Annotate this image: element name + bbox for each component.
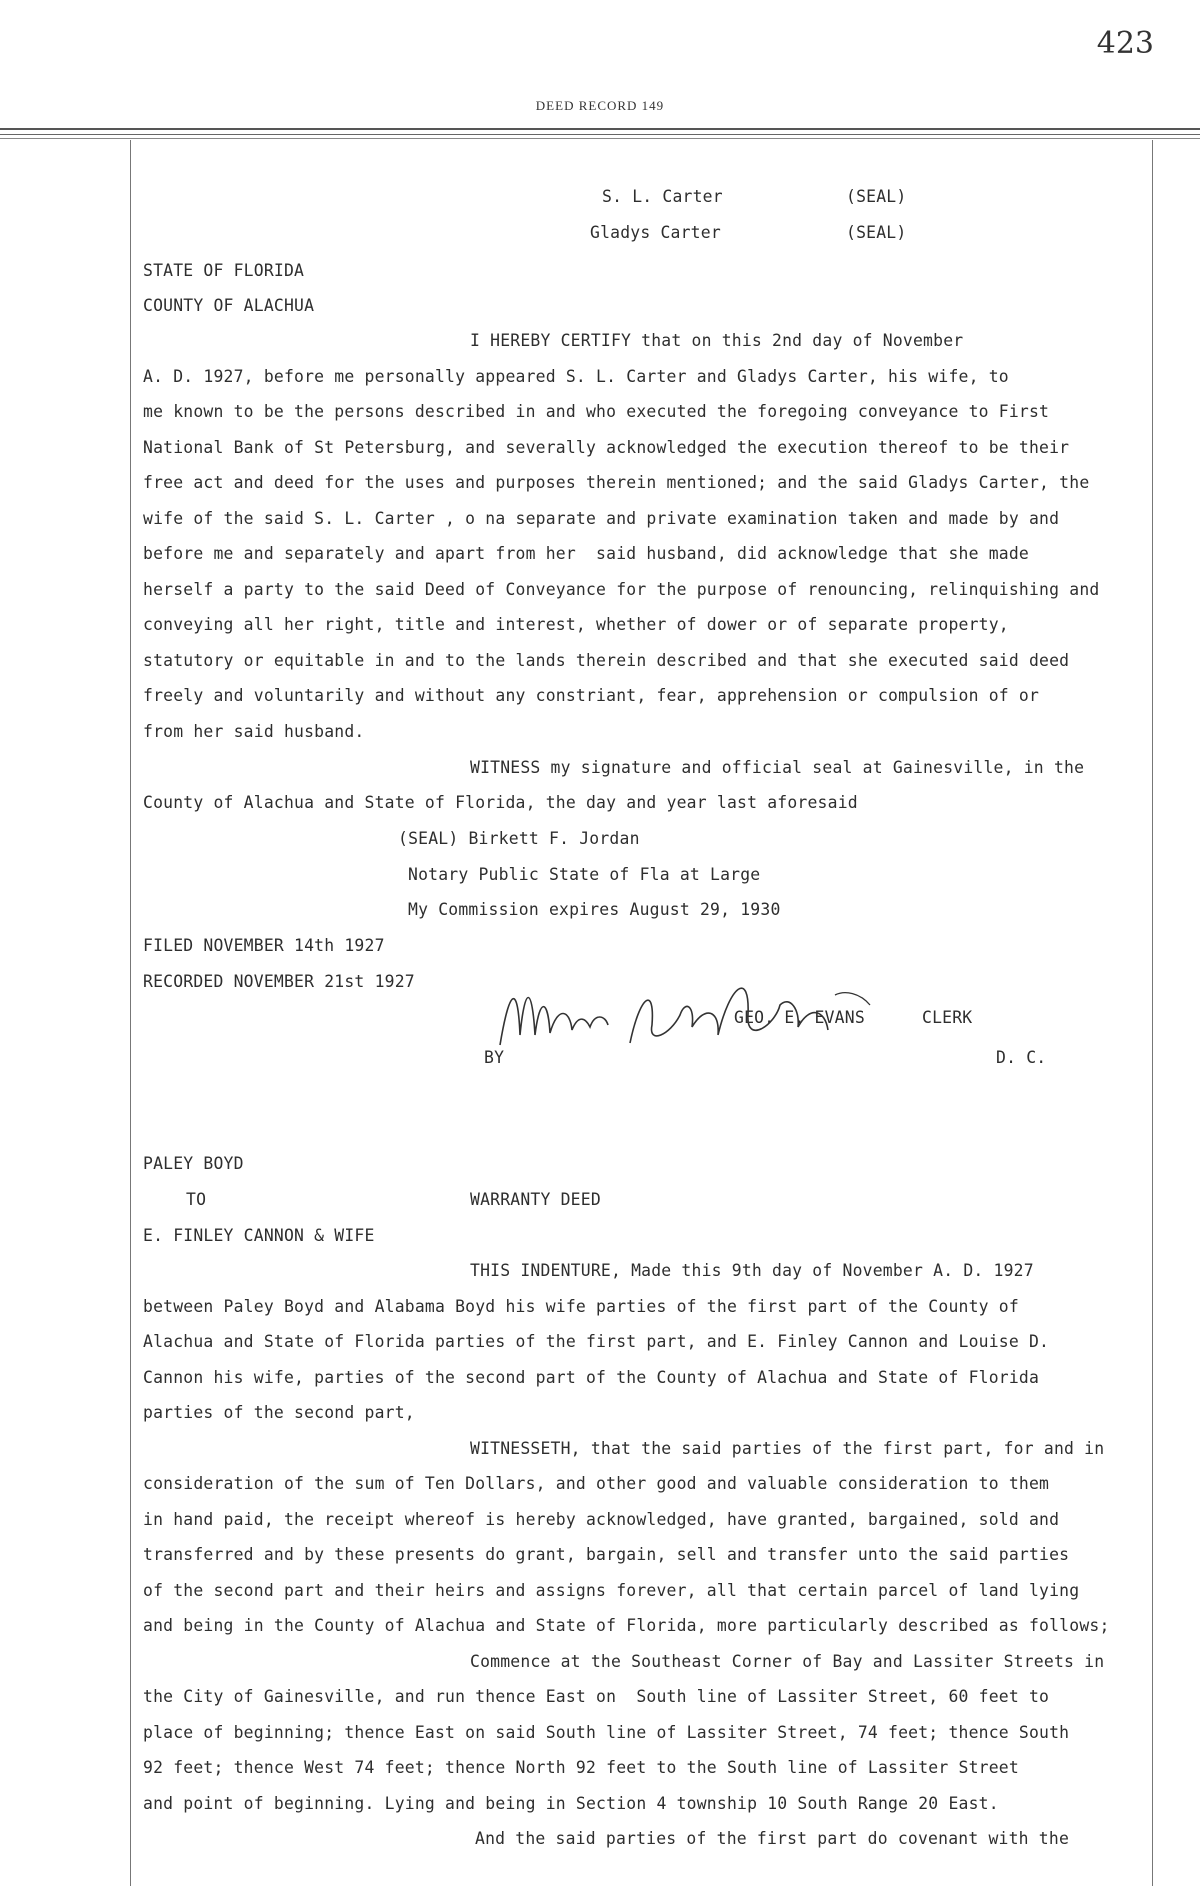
notary-line: (SEAL) Birkett F. Jordan — [398, 829, 640, 848]
left-margin-line — [130, 140, 131, 1886]
deed-line: Alachua and State of Florida parties of the first part, and E. Finley Cannon and Louise D. — [143, 1332, 1050, 1351]
recorded-date: RECORDED NOVEMBER 21st 1927 — [143, 972, 415, 991]
deed-line: 92 feet; thence West 74 feet; thence North 92 feet to the South line of Lassiter Street — [143, 1758, 1019, 1777]
acknowledgment-line: I HEREBY CERTIFY that on this 2nd day of November — [470, 331, 964, 350]
deed-line: WITNESSETH, that the said parties of the first part, for and in — [470, 1439, 1105, 1458]
deed-line: the City of Gainesville, and run thence East on South line of Lassiter Street, 60 feet to — [143, 1687, 1050, 1706]
deed-title: WARRANTY DEED — [470, 1190, 601, 1209]
filed-date: FILED NOVEMBER 14th 1927 — [143, 936, 385, 955]
header-rule — [0, 138, 1200, 139]
grantee-name: E. FINLEY CANNON & WIFE — [143, 1226, 375, 1245]
acknowledgment-line: WITNESS my signature and official seal at Gainesville, in the — [470, 758, 1085, 777]
signatory-seal: (SEAL) — [846, 187, 907, 206]
deed-line: parties of the second part, — [143, 1403, 415, 1422]
acknowledgment-line: County of Alachua and State of Florida, the day and year last aforesaid — [143, 793, 858, 812]
header-rule — [0, 134, 1200, 135]
deed-line: place of beginning; thence East on said South line of Lassiter Street, 74 feet; thence South — [143, 1723, 1070, 1742]
acknowledgment-line: freely and voluntarily and without any constriant, fear, apprehension or compulsion of or — [143, 686, 1040, 705]
deed-line: and point of beginning. Lying and being in Section 4 township 10 South Range 20 East. — [143, 1794, 999, 1813]
deed-line: and being in the County of Alachua and State of Florida, more particularly described as follows; — [143, 1616, 1110, 1635]
deed-line: Commence at the Southeast Corner of Bay and Lassiter Streets in — [470, 1652, 1105, 1671]
acknowledgment-line: before me and separately and apart from her said husband, did acknowledge that she made — [143, 544, 1029, 563]
deed-line: And the said parties of the first part do covenant with the — [475, 1829, 1070, 1848]
book-header: DEED RECORD 149 — [535, 98, 665, 113]
county-heading: COUNTY OF ALACHUA — [143, 296, 315, 315]
deed-line: of the second part and their heirs and assigns forever, all that certain parcel of land lying — [143, 1581, 1080, 1600]
notary-line: My Commission expires August 29, 1930 — [408, 900, 781, 919]
acknowledgment-line: A. D. 1927, before me personally appeared S. L. Carter and Gladys Carter, his wife, to — [143, 367, 1009, 386]
acknowledgment-line: statutory or equitable in and to the lands therein described and that she executed said deed — [143, 651, 1070, 670]
acknowledgment-line: wife of the said S. L. Carter , o na separate and private examination taken and made by and — [143, 509, 1060, 528]
clerk-title: CLERK — [922, 1008, 973, 1027]
deed-line: consideration of the sum of Ten Dollars, and other good and valuable consideration to them — [143, 1474, 1050, 1493]
acknowledgment-line: me known to be the persons described in and who executed the foregoing conveyance to First — [143, 402, 1050, 421]
deed-line: in hand paid, the receipt whereof is hereby acknowledged, have granted, bargained, sold and — [143, 1510, 1060, 1529]
acknowledgment-line: herself a party to the said Deed of Conveyance for the purpose of renouncing, relinquishing and — [143, 580, 1100, 599]
deputy-clerk-label: D. C. — [996, 1048, 1047, 1067]
acknowledgment-line: National Bank of St Petersburg, and severally acknowledged the execution thereof to be their — [143, 438, 1070, 457]
acknowledgment-line: conveying all her right, title and interest, whether of dower or of separate property, — [143, 615, 1009, 634]
by-label: BY — [484, 1048, 505, 1067]
deed-line: between Paley Boyd and Alabama Boyd his wife parties of the first part of the County of — [143, 1297, 1019, 1316]
acknowledgment-line: free act and deed for the uses and purposes therein mentioned; and the said Gladys Carter, the — [143, 473, 1090, 492]
to-label: TO — [186, 1190, 207, 1209]
deed-line: transferred and by these presents do grant, bargain, sell and transfer unto the said parties — [143, 1545, 1070, 1564]
signatory-seal: (SEAL) — [846, 223, 907, 242]
acknowledgment-line: from her said husband. — [143, 722, 365, 741]
deed-line: Cannon his wife, parties of the second part of the County of Alachua and State of Florida — [143, 1368, 1040, 1387]
deed-line: THIS INDENTURE, Made this 9th day of November A. D. 1927 — [470, 1261, 1034, 1280]
grantor-name: PALEY BOYD — [143, 1154, 244, 1173]
signatory-name: S. L. Carter — [602, 187, 723, 206]
clerk-name: GEO. E. EVANS — [734, 1008, 865, 1027]
right-margin-line — [1152, 140, 1153, 1886]
page-number: 423 — [1096, 26, 1154, 61]
state-heading: STATE OF FLORIDA — [143, 261, 305, 280]
clerk-signature — [480, 965, 900, 1075]
notary-line: Notary Public State of Fla at Large — [408, 865, 761, 884]
signatory-name: Gladys Carter — [590, 223, 721, 242]
header-rule — [0, 128, 1200, 130]
